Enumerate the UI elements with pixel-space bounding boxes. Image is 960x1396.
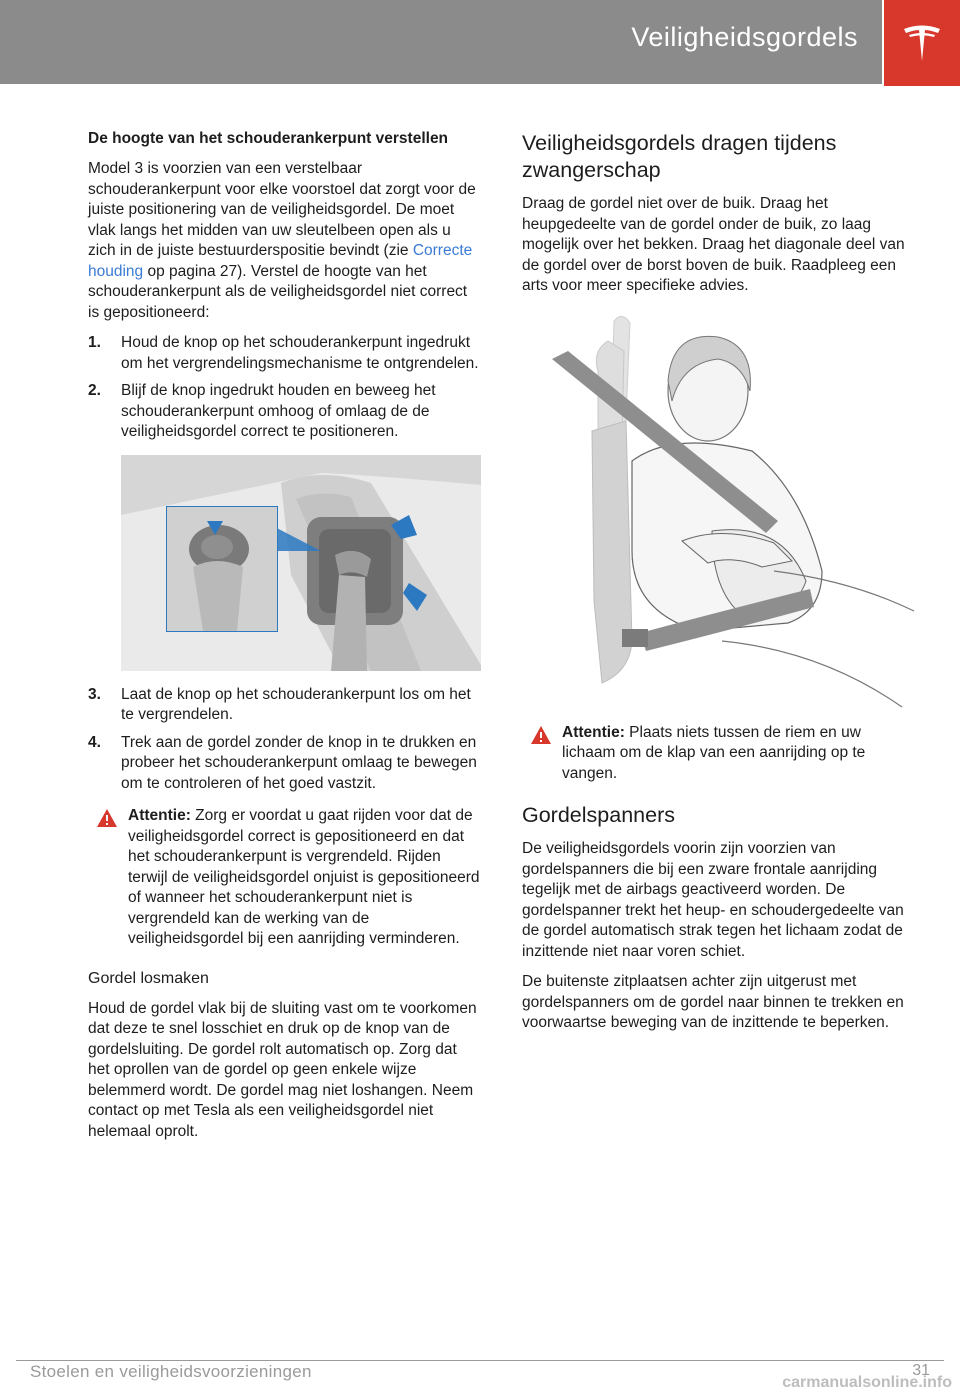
warning-label: Attentie: <box>562 723 625 741</box>
warning-text: Zorg er voordat u gaat rijden voor dat de veiligheidsgordel correct is gepositioneerd en dat het schouderankerpunt is vergrendeld. Rijden terwijl de veiligheidsgordel onjuist is gepositioneerd of wanneer het schouderankerpunt niet is vergrendeld kan de werking van de veiligheidsgordel bij een aanrijding verminderen. <box>128 807 480 947</box>
pillar-anchor-drawing <box>121 455 481 671</box>
warning-triangle-icon <box>530 725 552 745</box>
intro-text-after: op pagina 27). Verstel de hoogte van het schouderankerpunt als de veiligheidsgordel niet correct is gepositioneerd: <box>88 262 468 321</box>
page-number: 31 <box>912 1362 930 1379</box>
step-text: Blijf de knop ingedrukt houden en beweeg het schouderankerpunt omhoog of omlaag de de veiligheidsgordel correct te positioneren. <box>121 382 436 440</box>
shoulder-anchor-illustration <box>121 455 481 671</box>
pregnancy-heading: Veiligheidsgordels dragen tijdens zwangerschap <box>522 131 837 182</box>
intro-text-before: Model 3 is voorzien van een verstelbaar schouderankerpunt voor elke voorstoel dat zorgt voor de juiste positionering van de veiligheidsgordel. De moet vlak langs het midden van uw sleutelbeen open als u zich in de juiste bestuurderspositie bevindt (zie <box>88 160 476 259</box>
right-column <box>522 128 918 1044</box>
shoulder-anchor-heading: De hoogte van het schouderankerpunt verstellen <box>88 130 449 147</box>
step-number: 1. <box>88 334 101 351</box>
step-text: Trek aan de gordel zonder de knop in te drukken en probeer het schouderankerpunt omlaag te bewegen om te controleren of het goed vastzit. <box>121 733 477 792</box>
pretensioner-heading: Gordelspanners <box>522 803 675 827</box>
warning-note <box>522 723 918 785</box>
step-number: 2. <box>88 382 101 399</box>
page-title: Veiligheidsgordels <box>631 22 858 52</box>
correct-posture-link[interactable]: Correcte houding <box>88 242 473 280</box>
warning-triangle-icon <box>96 808 118 828</box>
pregnancy-belt-illustration <box>522 311 918 715</box>
warning-note <box>88 806 482 950</box>
step-item <box>88 333 482 374</box>
footer-section: Stoelen en veiligheidsvoorzieningen <box>30 1362 312 1381</box>
warning-label: Attentie: <box>128 807 191 824</box>
step-item <box>88 685 482 726</box>
step-number: 4. <box>88 733 101 751</box>
step-item <box>88 733 482 795</box>
pregnant-woman-drawing <box>522 311 918 715</box>
pretensioner-text-rear: De buitenste zitplaatsen achter zijn uitgerust met gordelspanners om de gordel naar binnen te trekken en voorwaartse beweging van de inzittende te beperken. <box>522 973 904 1031</box>
release-heading: Gordel losmaken <box>88 969 209 987</box>
header-band <box>0 0 882 84</box>
step-text: Laat de knop op het schouderankerpunt los om het te vergrendelen. <box>121 685 471 723</box>
step-item <box>88 381 482 443</box>
step-text: Houd de knop op het schouderankerpunt ingedrukt om het vergrendelingsmechanisme te ontgrendelen. <box>121 334 479 372</box>
logo-box <box>884 0 960 86</box>
footer-divider <box>16 1360 944 1361</box>
pretensioner-text: De veiligheidsgordels voorin zijn voorzien van gordelspanners die bij een zware frontale aanrijding tegelijk met de airbags geactiveerd worden. De gordelspanner trekt het heup- en schoudergedeelte van de gordel automatisch strak tegen het lichaam zodat de inzittende niet naar voren schiet. <box>522 840 904 960</box>
shoulder-anchor-intro <box>88 159 482 323</box>
left-column <box>88 128 482 1152</box>
warning-text: Plaats niets tussen de riem en uw lichaam om de klap van een aanrijding op te vangen. <box>562 723 866 782</box>
release-text: Houd de gordel vlak bij de sluiting vast om te voorkomen dat deze te snel losschiet en druk op de knop van de gordelsluiting. De gordel rolt automatisch op. Zorg dat het oprollen van de gordel op geen enkele wijze belemmerd wordt. De gordel mag niet loshangen. Neem contact op met Tesla als een veiligheidsgordel niet helemaal oprolt. <box>88 999 477 1140</box>
step-number: 3. <box>88 685 101 703</box>
tesla-logo-icon <box>900 21 944 65</box>
pregnancy-text: Draag de gordel niet over de buik. Draag het heupgedeelte van de gordel onder de buik, zo laag mogelijk over het bekken. Draag het diagonale deel van de gordel over de borst boven de buik. Raadpleeg een arts voor meer specifieke advies. <box>522 195 905 294</box>
watermark: carmanualsonline.info <box>782 1374 952 1391</box>
